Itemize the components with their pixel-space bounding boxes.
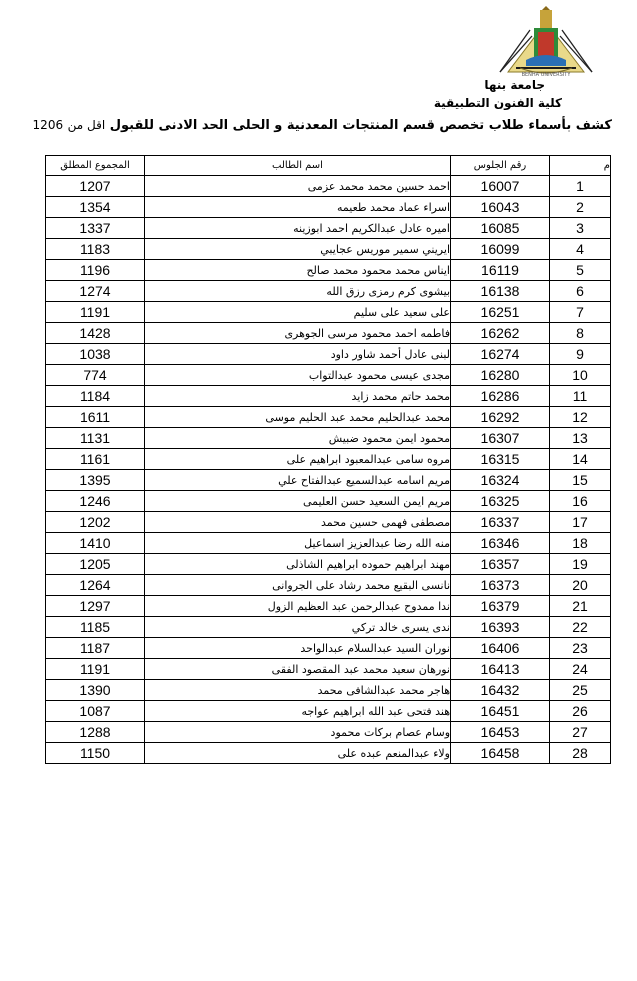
table-row	[46, 491, 611, 512]
row-number: 4	[550, 239, 611, 260]
student-name: على سعيد على سليم	[145, 302, 451, 323]
table-row	[46, 659, 611, 680]
seat-number: 16274	[451, 344, 550, 365]
seat-number: 16357	[451, 554, 550, 575]
svg-text:BENHA UNIVERSITY: BENHA UNIVERSITY	[521, 72, 571, 78]
row-number: 2	[550, 197, 611, 218]
seat-number: 16346	[451, 533, 550, 554]
row-number: 10	[550, 365, 611, 386]
seat-number: 16315	[451, 449, 550, 470]
table-row	[46, 281, 611, 302]
seat-number: 16251	[451, 302, 550, 323]
total-score: 1196	[46, 260, 145, 281]
seat-number: 16085	[451, 218, 550, 239]
table-row	[46, 428, 611, 449]
student-name: نانسى البقيع محمد رشاد على الجروانى	[145, 575, 451, 596]
total-score: 1087	[46, 701, 145, 722]
seat-number: 16043	[451, 197, 550, 218]
table-row	[46, 260, 611, 281]
header-total: المجموع المطلق	[46, 156, 145, 176]
row-number: 16	[550, 491, 611, 512]
total-score: 1184	[46, 386, 145, 407]
total-score: 1185	[46, 617, 145, 638]
row-number: 21	[550, 596, 611, 617]
row-number: 19	[550, 554, 611, 575]
header-num: م	[550, 156, 611, 176]
seat-number: 16453	[451, 722, 550, 743]
row-number: 7	[550, 302, 611, 323]
seat-number: 16393	[451, 617, 550, 638]
total-score: 1274	[46, 281, 145, 302]
row-number: 6	[550, 281, 611, 302]
total-score: 1246	[46, 491, 145, 512]
total-score: 1038	[46, 344, 145, 365]
university-logo	[496, 6, 596, 78]
page-title	[12, 118, 612, 133]
row-number: 8	[550, 323, 611, 344]
table-row	[46, 218, 611, 239]
seat-number: 16458	[451, 743, 550, 764]
total-score: 774	[46, 365, 145, 386]
seat-number: 16432	[451, 680, 550, 701]
table-row	[46, 617, 611, 638]
seat-number: 16099	[451, 239, 550, 260]
total-score: 1410	[46, 533, 145, 554]
seat-number: 16451	[451, 701, 550, 722]
seat-number: 16373	[451, 575, 550, 596]
student-name: ولاء عبدالمنعم عبده على	[145, 743, 451, 764]
student-name: فاطمه احمد محمود مرسى الجوهرى	[145, 323, 451, 344]
student-name: منه الله رضا عبدالعزيز اسماعيل	[145, 533, 451, 554]
row-number: 13	[550, 428, 611, 449]
seat-number: 16138	[451, 281, 550, 302]
student-name: لبنى عادل أحمد شاور داود	[145, 344, 451, 365]
table-row	[46, 512, 611, 533]
table-row	[46, 554, 611, 575]
row-number: 22	[550, 617, 611, 638]
total-score: 1131	[46, 428, 145, 449]
total-score: 1207	[46, 176, 145, 197]
total-score: 1161	[46, 449, 145, 470]
student-name: اسراء عماد محمد طعيمه	[145, 197, 451, 218]
row-number: 26	[550, 701, 611, 722]
student-name: ايناس محمد محمود محمد صالح	[145, 260, 451, 281]
total-score: 1150	[46, 743, 145, 764]
table-row	[46, 197, 611, 218]
table-row	[46, 470, 611, 491]
student-name: مصطفى فهمى حسين محمد	[145, 512, 451, 533]
table-row	[46, 638, 611, 659]
seat-number: 16324	[451, 470, 550, 491]
row-number: 3	[550, 218, 611, 239]
row-number: 12	[550, 407, 611, 428]
student-name: هند فتحى عبد الله ابراهيم عواجه	[145, 701, 451, 722]
header-seat-number: رقم الجلوس	[451, 156, 550, 176]
row-number: 1	[550, 176, 611, 197]
row-number: 15	[550, 470, 611, 491]
seat-number: 16413	[451, 659, 550, 680]
student-name: اميره عادل عبدالكريم احمد ابوزينه	[145, 218, 451, 239]
total-score: 1337	[46, 218, 145, 239]
table-row	[46, 365, 611, 386]
student-name: نورهان سعيد محمد عبد المقصود الفقى	[145, 659, 451, 680]
total-score: 1264	[46, 575, 145, 596]
total-score: 1390	[46, 680, 145, 701]
student-name: نوران السيد عبدالسلام عبدالواحد	[145, 638, 451, 659]
row-number: 18	[550, 533, 611, 554]
row-number: 28	[550, 743, 611, 764]
total-score: 1395	[46, 470, 145, 491]
total-score: 1187	[46, 638, 145, 659]
row-number: 11	[550, 386, 611, 407]
student-name: هاجر محمد عبدالشافى محمد	[145, 680, 451, 701]
row-number: 27	[550, 722, 611, 743]
seat-number: 16119	[451, 260, 550, 281]
table-row	[46, 407, 611, 428]
table-row	[46, 680, 611, 701]
student-name: بيشوى كرم رمزى رزق الله	[145, 281, 451, 302]
faculty-name: كلية الفنون التطبيقية	[433, 96, 562, 110]
total-score: 1191	[46, 659, 145, 680]
table-row	[46, 386, 611, 407]
total-score: 1354	[46, 197, 145, 218]
student-name: ندى يسرى خالد تركي	[145, 617, 451, 638]
student-name: وسام عصام بركات محمود	[145, 722, 451, 743]
row-number: 24	[550, 659, 611, 680]
table-row	[46, 302, 611, 323]
students-table	[45, 155, 611, 764]
min-label: اقل من	[67, 118, 106, 132]
row-number: 14	[550, 449, 611, 470]
table-row	[46, 722, 611, 743]
student-name: مريم اسامه عبدالسميع عبدالفتاح علي	[145, 470, 451, 491]
student-name: مروه سامى عبدالمعبود ابراهيم على	[145, 449, 451, 470]
table-row	[46, 449, 611, 470]
seat-number: 16292	[451, 407, 550, 428]
table-row	[46, 323, 611, 344]
table-row	[46, 701, 611, 722]
student-name: ندا ممدوح عبدالرحمن عبد العظيم الزول	[145, 596, 451, 617]
total-score: 1297	[46, 596, 145, 617]
table-row	[46, 533, 611, 554]
total-score: 1202	[46, 512, 145, 533]
student-name: محمد عبدالحليم محمد عبد الحليم موسى	[145, 407, 451, 428]
total-score: 1191	[46, 302, 145, 323]
header-student-name: اسم الطالب	[145, 156, 451, 176]
row-number: 20	[550, 575, 611, 596]
seat-number: 16007	[451, 176, 550, 197]
seat-number: 16286	[451, 386, 550, 407]
student-name: محمود ايمن محمود ضبيش	[145, 428, 451, 449]
row-number: 23	[550, 638, 611, 659]
seat-number: 16262	[451, 323, 550, 344]
seat-number: 16406	[451, 638, 550, 659]
table-row	[46, 575, 611, 596]
student-name: ايريني سمير موريس عجايبي	[145, 239, 451, 260]
total-score: 1428	[46, 323, 145, 344]
seat-number: 16325	[451, 491, 550, 512]
table-row	[46, 743, 611, 764]
title-text: كشف بأسماء طلاب تخصص قسم المنتجات المعدنية و الحلى الحد الادنى للقبول	[109, 118, 612, 133]
row-number: 9	[550, 344, 611, 365]
min-value: 1206	[32, 118, 64, 132]
student-name: احمد حسين محمد محمد عزمى	[145, 176, 451, 197]
row-number: 5	[550, 260, 611, 281]
row-number: 17	[550, 512, 611, 533]
table-body	[46, 176, 611, 764]
table-row	[46, 239, 611, 260]
total-score: 1288	[46, 722, 145, 743]
university-name: جامعة بنها	[484, 78, 545, 92]
total-score: 1205	[46, 554, 145, 575]
student-name: محمد حاتم محمد زايد	[145, 386, 451, 407]
table-header-row	[46, 156, 611, 176]
table-row	[46, 176, 611, 197]
seat-number: 16379	[451, 596, 550, 617]
table-row	[46, 596, 611, 617]
total-score: 1611	[46, 407, 145, 428]
table-row	[46, 344, 611, 365]
total-score: 1183	[46, 239, 145, 260]
seat-number: 16307	[451, 428, 550, 449]
student-name: مريم ايمن السعيد حسن العليمى	[145, 491, 451, 512]
student-name: مهند ابراهيم حموده ابراهيم الشاذلى	[145, 554, 451, 575]
seat-number: 16337	[451, 512, 550, 533]
student-name: مجدى عيسى محمود عبدالتواب	[145, 365, 451, 386]
seat-number: 16280	[451, 365, 550, 386]
row-number: 25	[550, 680, 611, 701]
